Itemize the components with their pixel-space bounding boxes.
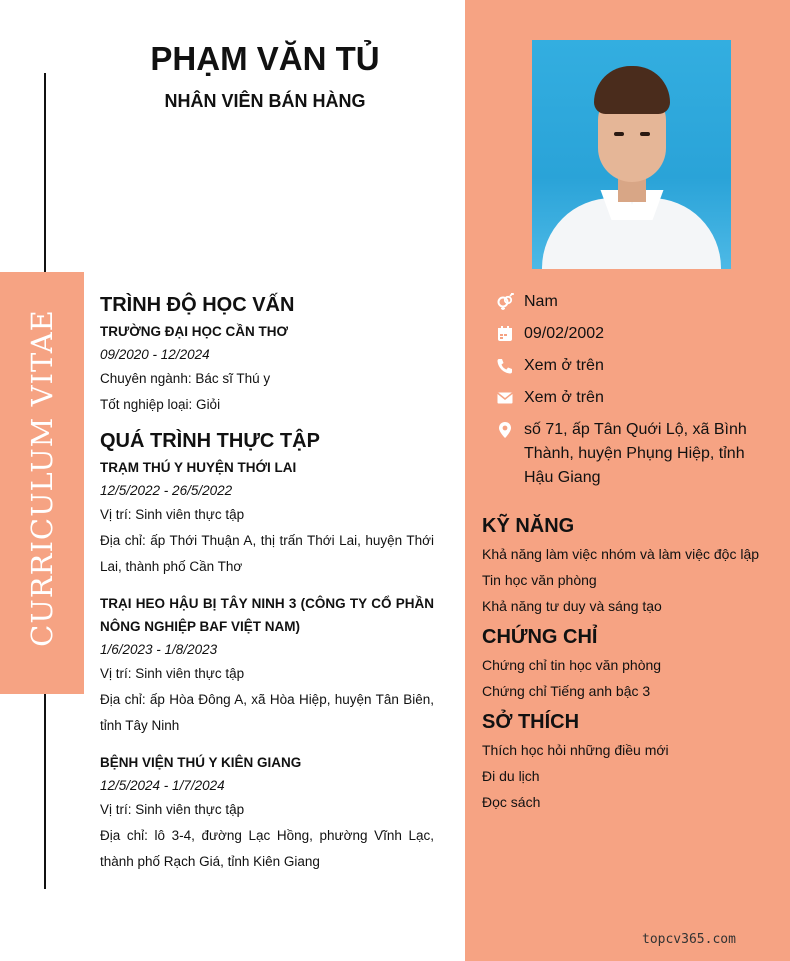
address-value: số 71, ấp Tân Quới Lộ, xã Bình Thành, huyện Phụng Hiệp, tỉnh Hậu Giang bbox=[524, 421, 747, 486]
internship-period: 12/5/2024 - 1/7/2024 bbox=[100, 778, 225, 793]
internship-address: Địa chỉ: ấp Hòa Đông A, xã Hòa Hiệp, huyện Tân Biên, tỉnh Tây Ninh bbox=[100, 692, 434, 733]
skills-title: KỸ NĂNG bbox=[482, 515, 575, 537]
internship-org: TRẠM THÚ Y HUYỆN THỚI LAI bbox=[100, 460, 297, 475]
skill-item: Tin học văn phòng bbox=[482, 572, 597, 588]
certificate-item: Chứng chỉ Tiếng anh bậc 3 bbox=[482, 683, 651, 699]
hobby-item: Đọc sách bbox=[482, 794, 541, 810]
internship-address: Địa chỉ: ấp Thới Thuận A, thị trấn Thới Lai, huyện Thới Lai, thành phố Cần Thơ bbox=[100, 533, 434, 574]
school-name: TRƯỜNG ĐẠI HỌC CẦN THƠ bbox=[100, 324, 288, 339]
gender-value: Nam bbox=[524, 293, 558, 310]
education-grade: Tốt nghiệp loại: Giỏi bbox=[100, 397, 221, 412]
internship-position: Vị trí: Sinh viên thực tập bbox=[100, 666, 245, 681]
internship-org: TRẠI HEO HẬU BỊ TÂY NINH 3 (CÔNG TY CỔ PHẦN NÔNG NGHIỆP BAF VIỆT NAM) bbox=[100, 596, 434, 634]
left-column bbox=[100, 290, 434, 875]
info-phone bbox=[496, 354, 756, 378]
internship-org: BỆNH VIỆN THÚ Y KIÊN GIANG bbox=[100, 755, 302, 770]
decor-line-bottom bbox=[44, 662, 46, 889]
info-gender bbox=[496, 290, 756, 314]
internship-period: 12/5/2022 - 26/5/2022 bbox=[100, 483, 233, 498]
certificates-title: CHỨNG CHỈ bbox=[482, 626, 598, 648]
phone-icon bbox=[496, 357, 514, 375]
internship-position: Vị trí: Sinh viên thực tập bbox=[100, 802, 245, 817]
gender-icon bbox=[496, 293, 514, 311]
education-major: Chuyên ngành: Bác sĩ Thú y bbox=[100, 371, 271, 386]
education-period: 09/2020 - 12/2024 bbox=[100, 347, 210, 362]
decor-line-top bbox=[44, 73, 46, 299]
hobby-item: Thích học hỏi những điều mới bbox=[482, 742, 669, 758]
internship-position: Vị trí: Sinh viên thực tập bbox=[100, 507, 245, 522]
internship-item bbox=[100, 592, 434, 739]
calendar-icon bbox=[496, 325, 514, 343]
education-section bbox=[100, 290, 434, 418]
email-icon bbox=[496, 389, 514, 407]
profile-photo bbox=[532, 40, 731, 269]
birthday-value: 09/02/2002 bbox=[524, 325, 605, 342]
certificates-section bbox=[482, 622, 772, 704]
hobbies-section bbox=[482, 707, 772, 815]
internship-address: Địa chỉ: lô 3-4, đường Lạc Hồng, phường Vĩnh Lạc, thành phố Rạch Giá, tỉnh Kiên Giang bbox=[100, 828, 434, 869]
internship-title: QUÁ TRÌNH THỰC TẬP bbox=[100, 430, 320, 452]
hobbies-title: SỞ THÍCH bbox=[482, 711, 580, 733]
internship-period: 1/6/2023 - 1/8/2023 bbox=[100, 642, 218, 657]
job-title: NHÂN VIÊN BÁN HÀNG bbox=[164, 91, 366, 111]
skill-item: Khả năng làm việc nhóm và làm việc độc lập bbox=[482, 546, 760, 562]
hobby-item: Đi du lịch bbox=[482, 768, 540, 784]
skill-item: Khả năng tư duy và sáng tạo bbox=[482, 598, 662, 614]
right-column bbox=[482, 511, 772, 815]
info-birthday bbox=[496, 322, 756, 346]
internship-section bbox=[100, 426, 434, 875]
education-title: TRÌNH ĐỘ HỌC VẤN bbox=[100, 294, 295, 316]
personal-info bbox=[496, 290, 756, 490]
footer-site: topcv365.com bbox=[642, 932, 736, 947]
internship-item bbox=[100, 456, 434, 580]
phone-value: Xem ở trên bbox=[524, 357, 604, 374]
info-email bbox=[496, 386, 756, 410]
side-label: CURRICULUM VITAE bbox=[25, 309, 59, 647]
internship-item bbox=[100, 751, 434, 875]
info-address bbox=[496, 418, 756, 490]
certificate-item: Chứng chỉ tin học văn phòng bbox=[482, 657, 662, 673]
person-name: PHẠM VĂN TỦ bbox=[150, 40, 380, 77]
skills-section bbox=[482, 511, 772, 619]
location-icon bbox=[496, 421, 514, 439]
email-value: Xem ở trên bbox=[524, 389, 604, 406]
